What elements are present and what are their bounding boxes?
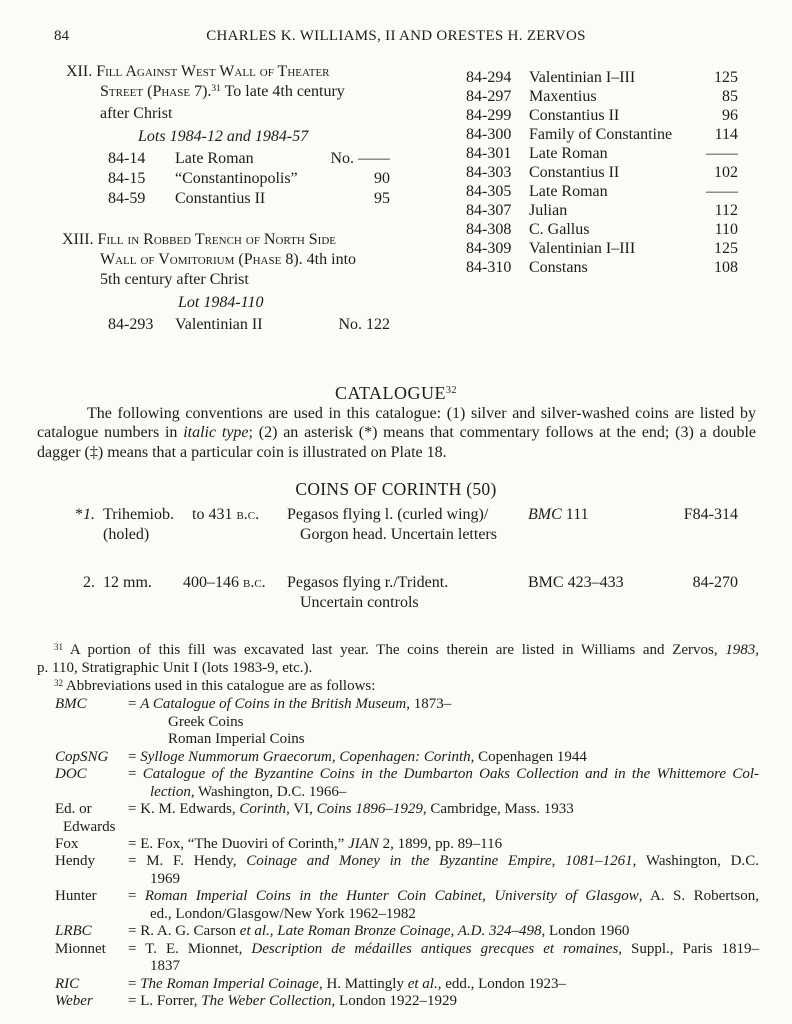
text-segment: BMC <box>528 506 562 523</box>
text-segment: to 431 <box>192 506 237 523</box>
abbreviation-definition-line <box>128 958 759 975</box>
coin-row <box>108 315 390 335</box>
abbreviation-definition-line <box>128 853 759 870</box>
entry-denomination <box>103 573 191 593</box>
coins-of-corinth-heading: COINS OF CORINTH (50) <box>295 479 497 499</box>
abbreviation-definition <box>128 993 759 1010</box>
text-segment: , VI, <box>286 801 317 818</box>
coin-name: Late Roman <box>529 183 608 200</box>
text-segment: * <box>75 506 83 523</box>
abbreviation-row <box>37 801 759 836</box>
text-segment: italic type <box>183 424 249 442</box>
entry-field-number: F84-314 <box>683 506 738 523</box>
text-segment: 4th into <box>302 251 357 268</box>
coin-value: 96 <box>722 107 738 124</box>
text-segment: , edd., London 1923– <box>437 975 567 992</box>
coin-row <box>466 220 738 239</box>
entry-reference <box>528 573 624 593</box>
text-segment: = <box>128 748 141 765</box>
text-segment: = <box>128 888 145 905</box>
coin-number: 84-305 <box>466 183 512 200</box>
text-segment: , Cambridge, Mass. 1933 <box>422 801 574 818</box>
coin-value: No. —— <box>330 150 390 167</box>
abbreviation-term <box>55 749 128 766</box>
text-segment: 2, 1899, pp. 89–116 <box>378 835 503 852</box>
abbreviation-term-line <box>55 941 128 958</box>
abbreviation-definition <box>128 696 759 748</box>
text-segment: Fill Against West Wall of Theater <box>96 63 330 80</box>
text-segment: Corinth <box>239 801 287 818</box>
abbreviation-term <box>55 923 128 940</box>
coin-row <box>466 125 738 144</box>
text-segment: b.c. <box>243 574 266 591</box>
text-segment: CopSNG <box>55 748 109 765</box>
coin-name: Valentinian I–III <box>529 240 636 257</box>
abbreviation-row <box>37 976 759 993</box>
text-segment: Coinage and Money in the Byzantine Empire, 1081–1261 <box>246 853 633 870</box>
text-segment: catalogue numbers in <box>37 424 184 442</box>
section-xii <box>66 62 450 209</box>
entry-denomination-line: (holed) <box>103 526 150 543</box>
coin-name: Constans <box>529 259 588 276</box>
coin-row <box>108 169 390 189</box>
text-segment: 1983 <box>725 642 756 658</box>
abbreviation-term <box>55 976 128 993</box>
abbreviation-row <box>37 749 759 766</box>
text-segment: = <box>128 975 141 992</box>
abbreviation-definition-line <box>128 941 759 958</box>
coin-row <box>466 144 738 163</box>
abbreviation-definition-line <box>128 993 759 1010</box>
text-segment: Street (Phase 7). <box>100 83 212 100</box>
entry-denomination <box>103 505 191 545</box>
text-segment: = E. Fox, “The Duoviri of Corinth,” <box>128 835 349 852</box>
text-segment: Weber <box>55 993 93 1010</box>
section-xiii-heading-line <box>62 230 450 250</box>
text-segment: The following conventions are used in this catalogue: (1) silver and silver-washed coins are listed by <box>87 405 756 422</box>
text-segment: BMC 423–433 <box>528 574 624 591</box>
text-segment: 400–146 <box>183 574 243 591</box>
coin-value: 85 <box>722 88 738 105</box>
abbreviation-row <box>37 766 759 801</box>
abbreviation-row <box>37 888 759 923</box>
coin-value: 110 <box>714 221 738 238</box>
text-segment: Hunter <box>55 888 97 905</box>
footnote-31-line <box>37 660 759 677</box>
text-segment: = M. F. Hendy, <box>128 853 247 870</box>
entry-date <box>192 505 259 525</box>
abbreviation-sub-line <box>128 714 759 731</box>
text-segment: Mionnet <box>55 940 106 957</box>
abbreviation-definition-line <box>128 749 759 766</box>
text-segment: Edwards <box>63 818 116 835</box>
coin-name: Constantius II <box>529 107 620 124</box>
text-segment: 111 <box>561 506 589 523</box>
coin-number: 84-309 <box>466 240 512 257</box>
text-segment: A portion of this fill was excavated last year. The coins therein are listed in Williams and Zervos, <box>63 642 726 658</box>
text-segment: Fox <box>55 835 79 852</box>
abbreviation-term <box>55 836 128 853</box>
coin-number: 84-297 <box>466 88 512 105</box>
intro-line <box>37 423 756 442</box>
abbreviation-term-line <box>55 976 128 993</box>
section-xii-heading-line <box>66 104 450 124</box>
entry-reference <box>528 505 589 525</box>
section-xiii-lot-label: Lot 1984-110 <box>178 294 264 311</box>
section-xii-coin-list <box>108 149 390 209</box>
text-segment: , 1873– <box>406 696 452 713</box>
text-segment: XII. <box>66 63 97 80</box>
coin-number: 84-294 <box>466 69 512 86</box>
text-segment: = K. M. Edwards, <box>128 801 240 818</box>
text-segment: after Christ <box>100 105 173 122</box>
coin-name: C. Gallus <box>529 221 590 238</box>
coin-row <box>466 201 738 220</box>
entry-description-line: Gorgon head. Uncertain letters <box>300 526 497 543</box>
text-segment: , Washington, D.C. 1966– <box>190 783 347 800</box>
coin-row <box>108 149 390 169</box>
text-segment: Ed. or <box>55 801 92 818</box>
abbreviation-term <box>55 888 128 923</box>
abbreviation-definition-line <box>128 888 759 905</box>
abbreviation-row <box>37 923 759 940</box>
coin-number: 84-308 <box>466 221 512 238</box>
coin-number: 84-293 <box>108 316 154 333</box>
text-segment: , A. S. Robertson, <box>638 888 759 905</box>
coin-name: Julian <box>529 202 568 219</box>
coin-row <box>466 258 738 277</box>
text-segment: = <box>128 696 141 713</box>
abbreviation-term-line <box>55 801 128 818</box>
text-segment: Hendy <box>55 853 95 870</box>
text-segment: 1837 <box>150 958 180 975</box>
abbreviation-row <box>37 836 759 853</box>
coin-name: Valentinian II <box>175 316 263 333</box>
abbreviation-term-line <box>55 766 128 783</box>
coin-number: 84-299 <box>466 107 512 124</box>
coin-value: No. 122 <box>338 316 390 333</box>
abbreviation-term <box>55 941 128 976</box>
entry-description <box>287 573 527 613</box>
section-xiii <box>62 230 450 335</box>
abbreviation-definition <box>128 976 759 993</box>
text-segment: = <box>128 766 143 783</box>
abbreviation-row <box>37 993 759 1010</box>
text-segment: 32 <box>54 677 63 688</box>
text-segment: et al. <box>407 975 438 992</box>
abbreviation-term-line <box>55 993 128 1010</box>
text-segment: The Roman Imperial Coinage <box>140 975 319 992</box>
entry-date <box>183 573 266 593</box>
text-segment: JIAN <box>348 835 379 852</box>
text-segment: Description de médailles antiques grecques et romaines <box>251 940 619 957</box>
entry-number <box>56 573 95 593</box>
text-segment: Roman Imperial Coins in the Hunter Coin Cabinet, University of Glasgow <box>144 888 639 905</box>
section-xii-heading-line <box>66 62 450 82</box>
abbreviation-term-line <box>55 888 128 905</box>
running-title: CHARLES K. WILLIAMS, II AND ORESTES H. ZERVOS <box>206 28 586 44</box>
catalogue-entry-2 <box>0 573 792 619</box>
coin-name: Constantius II <box>529 164 620 181</box>
text-segment: = L. Forrer, <box>128 993 202 1010</box>
abbreviation-list <box>37 696 759 1010</box>
coin-row <box>466 239 738 258</box>
abbreviation-term <box>55 696 128 748</box>
abbreviation-definition-line <box>128 696 759 713</box>
footnote-32-line <box>37 678 759 696</box>
text-segment: ; (2) an asterisk (*) means that commentary follows at the end; (3) a double <box>248 424 757 442</box>
abbreviation-sub-line <box>128 731 759 748</box>
text-segment: 31 <box>211 84 221 94</box>
abbreviation-definition-line <box>128 766 759 783</box>
coin-value: 125 <box>714 69 738 86</box>
coin-number: 84-300 <box>466 126 512 143</box>
abbreviation-term <box>55 993 128 1010</box>
section-xiii-heading-line <box>62 250 450 270</box>
text-segment: Coins 1896–1929 <box>316 801 423 818</box>
coin-value: —— <box>706 183 738 200</box>
text-segment: = T. E. Mionnet, <box>128 940 252 957</box>
abbreviation-definition-line <box>128 906 759 923</box>
coin-number: 84-301 <box>466 145 512 162</box>
coin-name: Late Roman <box>529 145 608 162</box>
coin-value: 90 <box>374 170 390 187</box>
coin-number: 84-303 <box>466 164 512 181</box>
entry-denomination-line: Trihemiob. <box>103 506 174 523</box>
abbreviation-term-line <box>55 749 128 766</box>
coin-list-right-column <box>466 68 738 277</box>
catalogue-title-footnote-ref: 32 <box>446 385 458 396</box>
coin-value: 112 <box>714 202 738 219</box>
abbreviation-term-line <box>55 836 128 853</box>
text-segment: et al. <box>239 923 270 940</box>
text-segment: p. 110, Stratigraphic Unit I (lots 1983-9, etc.). <box>37 660 313 677</box>
text-segment: , London 1960 <box>541 923 630 940</box>
coin-number: 84-59 <box>108 190 146 207</box>
text-segment: 1969 <box>150 870 180 887</box>
coin-value: 125 <box>714 240 738 257</box>
text-segment: lection <box>150 783 191 800</box>
abbreviation-row <box>37 941 759 976</box>
text-segment: BMC <box>55 696 87 713</box>
text-segment: Abbreviations used in this catalogue are as follows: <box>63 677 376 694</box>
text-segment: , <box>269 923 278 940</box>
coin-row <box>466 106 738 125</box>
text-segment: b.c. <box>236 506 260 523</box>
coin-row <box>466 87 738 106</box>
coin-name: Maxentius <box>529 88 597 105</box>
abbreviation-definition <box>128 766 759 801</box>
catalogue-title-text: CATALOGUE <box>334 383 447 403</box>
coin-name: Late Roman <box>175 150 254 167</box>
coin-number: 84-15 <box>108 170 146 187</box>
coin-value: 102 <box>714 164 738 181</box>
text-segment: ed., London/Glasgow/New York 1962–1982 <box>150 905 416 922</box>
abbreviation-term <box>55 766 128 801</box>
text-segment: 31 <box>54 642 63 652</box>
text-segment: To late 4th century <box>220 83 345 100</box>
coin-number: 84-307 <box>466 202 512 219</box>
coin-name: Valentinian I–III <box>529 69 636 86</box>
abbreviation-definition-line <box>128 784 759 801</box>
text-segment: RIC <box>55 975 80 992</box>
text-segment: , Suppl., Paris 1819– <box>618 940 759 957</box>
catalogue-entry-1 <box>0 505 792 551</box>
text-segment: , Washington, D.C. <box>632 853 759 870</box>
coin-row <box>466 182 738 201</box>
abbreviation-definition <box>128 923 759 940</box>
coin-value: —— <box>706 145 738 162</box>
catalogue-title <box>0 383 792 404</box>
text-segment: 2. <box>83 574 95 591</box>
text-segment: , <box>755 642 759 658</box>
entry-description-line: Uncertain controls <box>300 594 419 611</box>
text-segment: LRBC <box>55 923 92 940</box>
abbreviation-term <box>55 853 128 888</box>
text-segment: A Catalogue of Coins in the British Museum <box>140 696 407 713</box>
abbreviation-definition-line <box>128 801 759 818</box>
entry-description-line: Pegasos flying r./Trident. <box>287 574 449 591</box>
text-segment: = R. A. G. Carson <box>128 923 240 940</box>
abbreviation-definition-line <box>128 836 759 853</box>
text-segment: Wall of Vomitorium (Phase 8). <box>100 251 303 268</box>
text-segment: Late Roman Bronze Coinage, A.D. 324–498 <box>277 923 542 940</box>
abbreviation-term-line <box>55 853 128 870</box>
catalogue-intro-paragraph <box>37 404 756 462</box>
coin-name: Constantius II <box>175 190 266 207</box>
section-xiii-coin-list <box>108 315 390 335</box>
text-segment: Fill in Robbed Trench of North Side <box>97 231 336 248</box>
abbreviation-definition <box>128 801 759 836</box>
text-segment: , London 1922–1929 <box>331 993 457 1010</box>
coin-number: 84-310 <box>466 259 512 276</box>
text-segment: Roman Imperial Coins <box>168 731 305 748</box>
text-segment: Greek Coins <box>168 713 244 730</box>
abbreviation-row <box>37 853 759 888</box>
entry-field-number: 84-270 <box>692 574 738 591</box>
text-segment: 1. <box>83 506 95 523</box>
abbreviation-row <box>37 696 759 748</box>
text-segment: dagger (‡) means that a particular coin is illustrated on Plate 18. <box>37 443 447 461</box>
coin-row <box>466 68 738 87</box>
abbreviation-term-line <box>55 923 128 940</box>
text-segment: XIII. <box>62 231 98 248</box>
text-segment: Sylloge Nummorum Graecorum, Copenhagen: Corinth <box>140 748 471 765</box>
footnotes-block <box>37 642 759 1011</box>
section-xii-heading-line <box>66 82 450 104</box>
entry-number <box>56 505 95 525</box>
coin-value: 114 <box>714 126 738 143</box>
abbreviation-definition-line <box>128 976 759 993</box>
page-number: 84 <box>54 28 69 44</box>
abbreviation-definition <box>128 941 759 976</box>
footnote-31-line <box>37 642 759 660</box>
intro-line <box>37 443 756 462</box>
abbreviation-definition-line <box>128 923 759 940</box>
coin-value: 95 <box>374 190 390 207</box>
coin-row <box>466 163 738 182</box>
section-xii-lot-label: Lots 1984-12 and 1984-57 <box>138 128 309 145</box>
section-xiii-heading-line <box>62 270 450 290</box>
coin-name: Family of Constantine <box>529 126 673 143</box>
abbreviation-definition <box>128 853 759 888</box>
abbreviation-term <box>55 801 128 836</box>
abbreviation-definition-line <box>128 871 759 888</box>
text-segment: , Copenhagen 1944 <box>470 748 587 765</box>
text-segment: The Weber Collection <box>201 993 332 1010</box>
entry-description <box>287 505 527 545</box>
abbreviation-definition <box>128 749 759 766</box>
coin-row <box>108 189 390 209</box>
text-segment: 5th century after Christ <box>100 271 249 288</box>
entry-description-line: Pegasos flying l. (curled wing)/ <box>287 506 489 523</box>
abbreviation-term-line <box>55 696 128 713</box>
text-segment: DOC <box>55 766 87 783</box>
abbreviation-definition <box>128 888 759 923</box>
coin-value: 108 <box>714 259 738 276</box>
intro-line <box>37 404 756 423</box>
coin-number: 84-14 <box>108 150 146 167</box>
abbreviation-definition <box>128 836 759 853</box>
coin-name: “Constantinopolis” <box>175 170 298 187</box>
entry-denomination-line: 12 mm. <box>103 574 152 591</box>
text-segment: , H. Mattingly <box>318 975 408 992</box>
text-segment: Catalogue of the Byzantine Coins in the Dumbarton Oaks Collection and in the Whittemore Col- <box>142 766 759 783</box>
abbreviation-term-line <box>55 819 128 836</box>
